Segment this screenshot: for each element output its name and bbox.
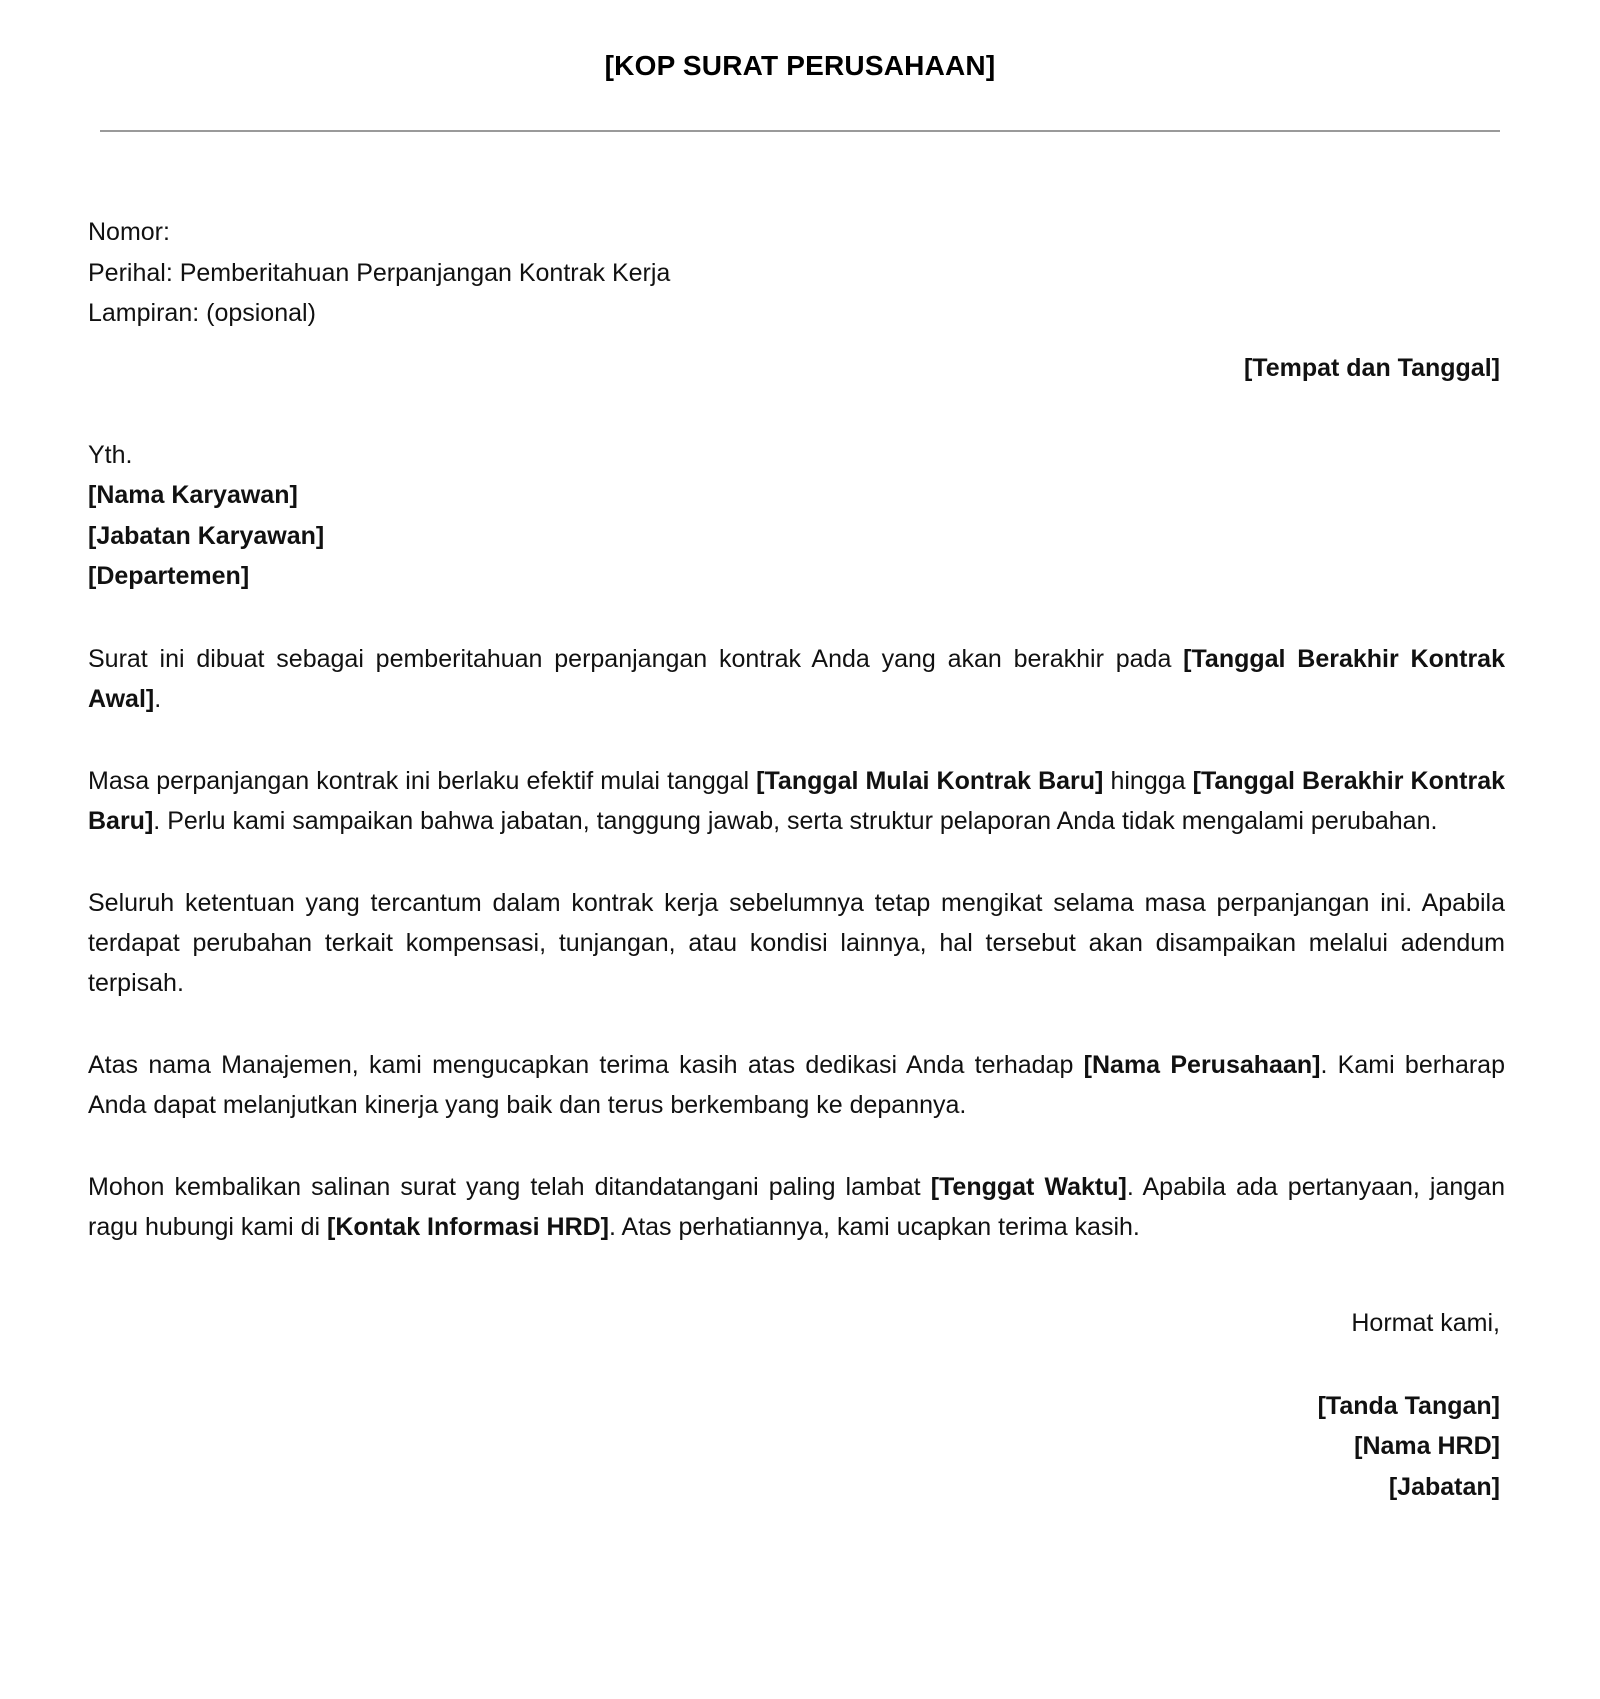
recipient-position: [Jabatan Karyawan] [88, 521, 325, 550]
recipient-block [88, 435, 1505, 597]
p4-text-2: . Kami berharap Anda dapat melanjutkan kinerja yang baik dan terus berkembang ke depannya. [88, 1050, 1505, 1119]
p4-text-1: Atas nama Manajemen, kami mengucapkan terima kasih atas dedikasi Anda terhadap [88, 1050, 1084, 1079]
p5-text-1: Mohon kembalikan salinan surat yang telah ditandatangani paling lambat [88, 1172, 931, 1201]
paragraph-3 [88, 883, 1505, 1003]
place-and-date: [Tempat dan Tanggal] [1243, 353, 1500, 382]
p3-text-1: Seluruh ketentuan yang tercantum dalam kontrak kerja sebelumnya tetap mengikat selama masa perpanjangan ini. Apabila terdapat perubahan terkait kompensasi, tunjangan, atau kondisi lainnya, hal tersebut akan disampaikan melalui adendum terpisah. [88, 888, 1505, 997]
p2-placeholder-new-start: [Tanggal Mulai Kontrak Baru] [756, 766, 1104, 795]
recipient-name: [Nama Karyawan] [88, 481, 298, 509]
signatory-position: [Jabatan] [1388, 1472, 1500, 1501]
signature-placeholder: [Tanda Tangan] [1317, 1391, 1500, 1420]
paragraph-4 [88, 1045, 1505, 1125]
paragraph-5 [88, 1167, 1505, 1247]
recipient-department: [Departemen] [88, 562, 250, 590]
p1-placeholder-contract-end: [Tanggal Berakhir Kontrak Awal] [88, 644, 1505, 713]
p5-placeholder-deadline: [Tenggat Waktu] [930, 1172, 1127, 1201]
p2-text-2: hingga [1103, 766, 1193, 795]
p2-text-1: Masa perpanjangan kontrak ini berlaku efektif mulai tanggal [88, 766, 757, 795]
p4-placeholder-company-name: [Nama Perusahaan] [1083, 1050, 1321, 1079]
p5-placeholder-hrd-contact: [Kontak Informasi HRD] [327, 1212, 610, 1241]
letter-meta [88, 212, 1505, 334]
p5-text-2: . Apabila ada pertanyaan, jangan ragu hubungi kami di [88, 1172, 1505, 1241]
p1-text-2: . [154, 684, 162, 713]
signature-block [88, 1386, 1505, 1548]
letter-body [0, 212, 1600, 1547]
p1-text-1: Surat ini dibuat sebagai pemberitahuan perpanjangan kontrak Anda yang akan berakhir pada [88, 644, 1184, 673]
closing-salutation: Hormat kami, [1351, 1308, 1500, 1337]
meta-perihal: Perihal: Pemberitahuan Perpanjangan Kontrak Kerja [88, 258, 671, 287]
header-divider [100, 130, 1500, 132]
paragraph-2 [88, 761, 1505, 841]
paragraph-1 [88, 639, 1505, 719]
p2-placeholder-new-end: [Tanggal Berakhir Kontrak Baru] [88, 766, 1505, 835]
meta-lampiran: Lampiran: (opsional) [88, 299, 316, 327]
company-letterhead: [KOP SURAT PERUSAHAAN] [604, 50, 996, 81]
recipient-salutation: Yth. [88, 440, 133, 469]
p5-text-3: . Atas perhatiannya, kami ucapkan terima kasih. [609, 1212, 1140, 1241]
meta-nomor: Nomor: [88, 218, 170, 246]
signatory-name: [Nama HRD] [1354, 1432, 1500, 1460]
p2-text-3: . Perlu kami sampaikan bahwa jabatan, tanggung jawab, serta struktur pelaporan Anda tidak mengalami perubahan. [153, 806, 1438, 835]
